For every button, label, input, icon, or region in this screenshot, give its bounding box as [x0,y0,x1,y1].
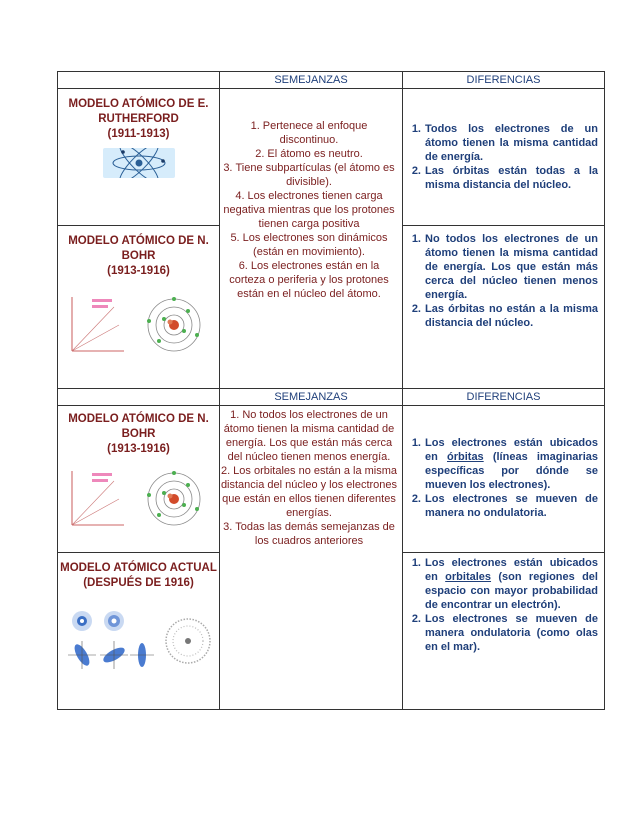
model-name: MODELO ATÓMICO DE E. RUTHERFORD [68,98,209,125]
diferencias-header: DIFERENCIAS [403,72,605,89]
model-cell-bohr [58,406,220,553]
orbital-images [64,607,214,686]
model-cell-rutherford [58,89,220,226]
semejanza-item [220,464,398,520]
diferencia-item [403,122,604,164]
diferencias-cell [403,553,605,710]
item-text: No todos los electrones de un átomo tienen la misma cantidad de energía. Los que están más cerca del núcleo tienen menos energía. [223,409,395,463]
model-dates: (1911-1913) [107,128,170,140]
model-name: MODELO ATÓMICO ACTUAL [60,562,217,574]
item-number: 6. [238,260,248,272]
comparison-table [57,71,605,710]
diferencias-cell [403,226,605,389]
model-dates: (DESPUÉS DE 1916) [83,577,194,589]
text-part: (son regiones del espacio con mayor probabilidad de encontrar un electrón). [425,571,598,611]
item-text: Los electrones son dinámicos (están en movimiento). [242,232,388,258]
item-number: 5. [230,232,240,244]
underlined-term: orbitales [445,571,492,583]
item-number: 3. [223,521,233,533]
item-text: Pertenece al enfoque discontinuo. [262,120,368,146]
diferencia-item [403,164,604,192]
semejanza-item [220,520,398,548]
diferencia-item [403,302,604,330]
semejanza-item [220,161,398,189]
semejanza-item [220,119,398,147]
item-text [425,492,604,520]
model-row [58,406,605,553]
underlined-term: órbitas [447,451,484,463]
item-text [425,612,604,654]
item-text: No todos los electrones de un átomo tienen la misma cantidad de energía. Los que están más cerca del núcleo tienen menos energía. [425,233,598,301]
model-cell-actual [58,553,220,710]
item-text [425,556,604,612]
item-number: 2. [411,303,421,315]
diferencias-header: DIFERENCIAS [403,389,605,406]
rutherford-atom-image [103,148,175,183]
item-text: Las órbitas están todas a la misma distancia del núcleo. [425,165,598,191]
diferencias-cell [403,406,605,553]
semejanzas-cell [220,89,403,389]
section1-header-row [58,72,605,89]
item-number: 2. [411,165,421,177]
item-number: 2. [411,493,421,505]
text-part: Los electrones se mueven de manera no ondulatoria. [425,493,598,519]
item-number: 1. [411,123,421,135]
header-empty-cell [58,389,220,406]
text-part: Los electrones se mueven de manera ondulatoria (como olas en el mar). [425,613,598,653]
diferencia-item [403,232,604,302]
item-text: Las órbitas no están a la misma distancia del núcleo. [425,303,598,329]
diferencia-item [403,612,604,654]
item-number: 4. [235,190,245,202]
item-number: 2. [255,148,265,160]
semejanzas-header: SEMEJANZAS [220,389,403,406]
diferencias-cell [403,89,605,226]
semejanza-item [220,147,398,161]
semejanza-item [220,259,398,301]
text-part: Los electrones están ubicados en [425,557,598,583]
item-number: 3. [223,162,233,174]
item-text: Los electrones están en la corteza o periferia y los protones están en el núcleo del átomo. [229,260,389,300]
semejanza-item [220,189,398,231]
model-dates: (1913-1916) [107,265,170,277]
diferencia-item [403,556,604,612]
semejanzas-header: SEMEJANZAS [220,72,403,89]
item-text: Todas las demás semejanzas de los cuadros anteriores [235,521,395,547]
header-empty-cell [58,72,220,89]
model-name: MODELO ATÓMICO DE N. BOHR [68,235,209,262]
item-text: Todos los electrones de un átomo tienen la misma cantidad de energía. [425,123,598,163]
item-text: Los electrones tienen carga negativa mientras que los protones tienen carga positiva [223,190,395,230]
semejanzas-cell [220,406,403,710]
item-number: 2. [411,613,421,625]
item-number: 1. [250,120,260,132]
bohr-atom-image [64,293,214,360]
model-dates: (1913-1916) [107,443,170,455]
item-text: Los orbitales no están a la misma distancia del núcleo y los electrones que están en ellos tienen diferentes energías. [220,465,398,519]
model-name: MODELO ATÓMICO DE N. BOHR [68,413,209,440]
section2-header-row [58,389,605,406]
item-text: El átomo es neutro. [267,148,363,160]
item-number: 1. [411,233,421,245]
item-number: 1. [411,557,421,569]
semejanza-item [220,408,398,464]
model-cell-bohr [58,226,220,389]
model-row [58,89,605,226]
bohr-atom-image [64,467,214,534]
diferencia-item [403,436,604,492]
text-part: (líneas imaginarias específicas por dónde se mueven los electrones). [425,451,598,491]
text-part: Los electrones están ubicados en [425,437,598,463]
diferencia-item [403,492,604,520]
item-number: 1. [230,409,240,421]
item-text [425,436,604,492]
item-text: Tiene subpartículas (el átomo es divisible). [235,162,395,188]
item-number: 1. [411,437,421,449]
semejanza-item [220,231,398,259]
item-number: 2. [220,465,231,477]
